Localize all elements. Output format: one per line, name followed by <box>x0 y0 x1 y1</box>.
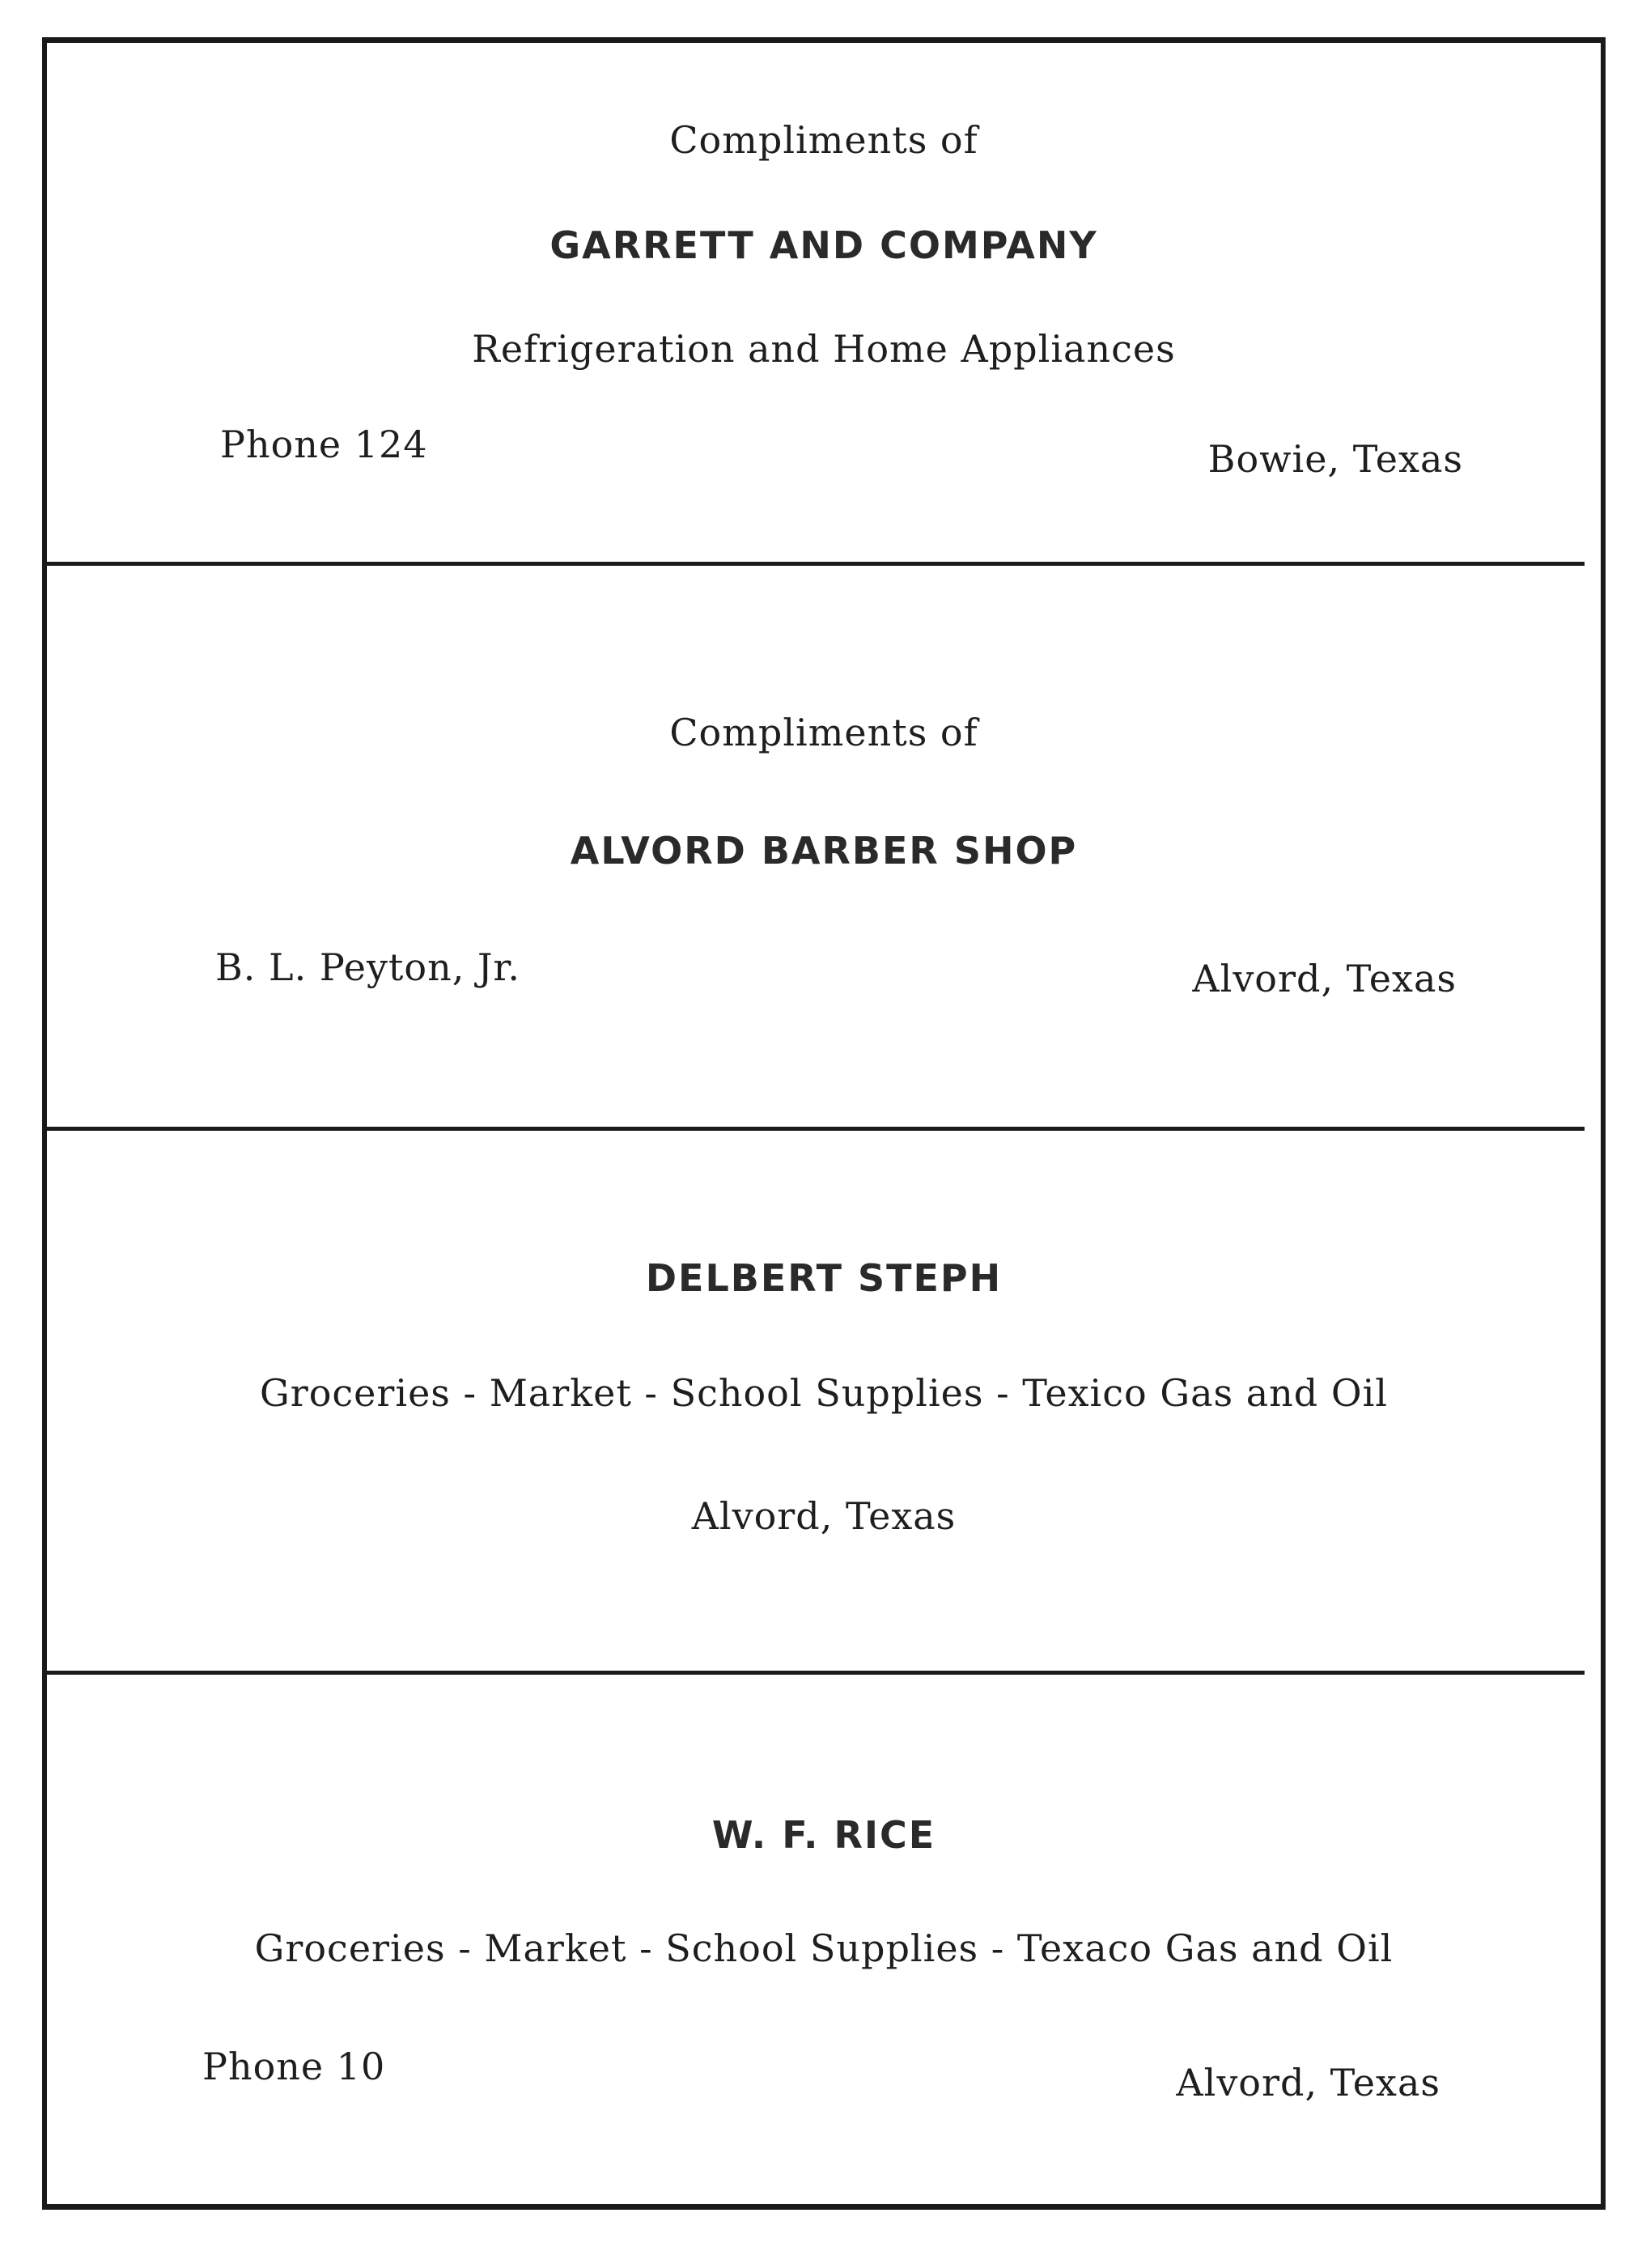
location: Alvord, Texas <box>1192 957 1457 1000</box>
business-description: Groceries - Market - School Supplies - Texaco Gas and Oil <box>254 1926 1394 1970</box>
location: Alvord, Texas <box>691 1494 957 1538</box>
compliments-text: Compliments of <box>669 711 978 754</box>
business-description: Groceries - Market - School Supplies - Texico Gas and Oil <box>259 1371 1389 1415</box>
phone-number: Phone 124 <box>220 423 428 466</box>
business-name: ALVORD BARBER SHOP <box>570 829 1078 873</box>
compliments-text: Compliments of <box>669 118 978 162</box>
location: Bowie, Texas <box>1207 437 1463 481</box>
business-description: Refrigeration and Home Appliances <box>472 327 1176 371</box>
business-name: W. F. RICE <box>711 1813 936 1857</box>
ad-w-f-rice <box>47 0 1601 2210</box>
business-name: DELBERT STEPH <box>645 1256 1003 1300</box>
business-name: GARRETT AND COMPANY <box>549 223 1098 267</box>
location: Alvord, Texas <box>1176 2061 1440 2104</box>
phone-number: Phone 10 <box>202 2045 386 2088</box>
proprietor-name: B. L. Peyton, Jr. <box>215 945 520 989</box>
